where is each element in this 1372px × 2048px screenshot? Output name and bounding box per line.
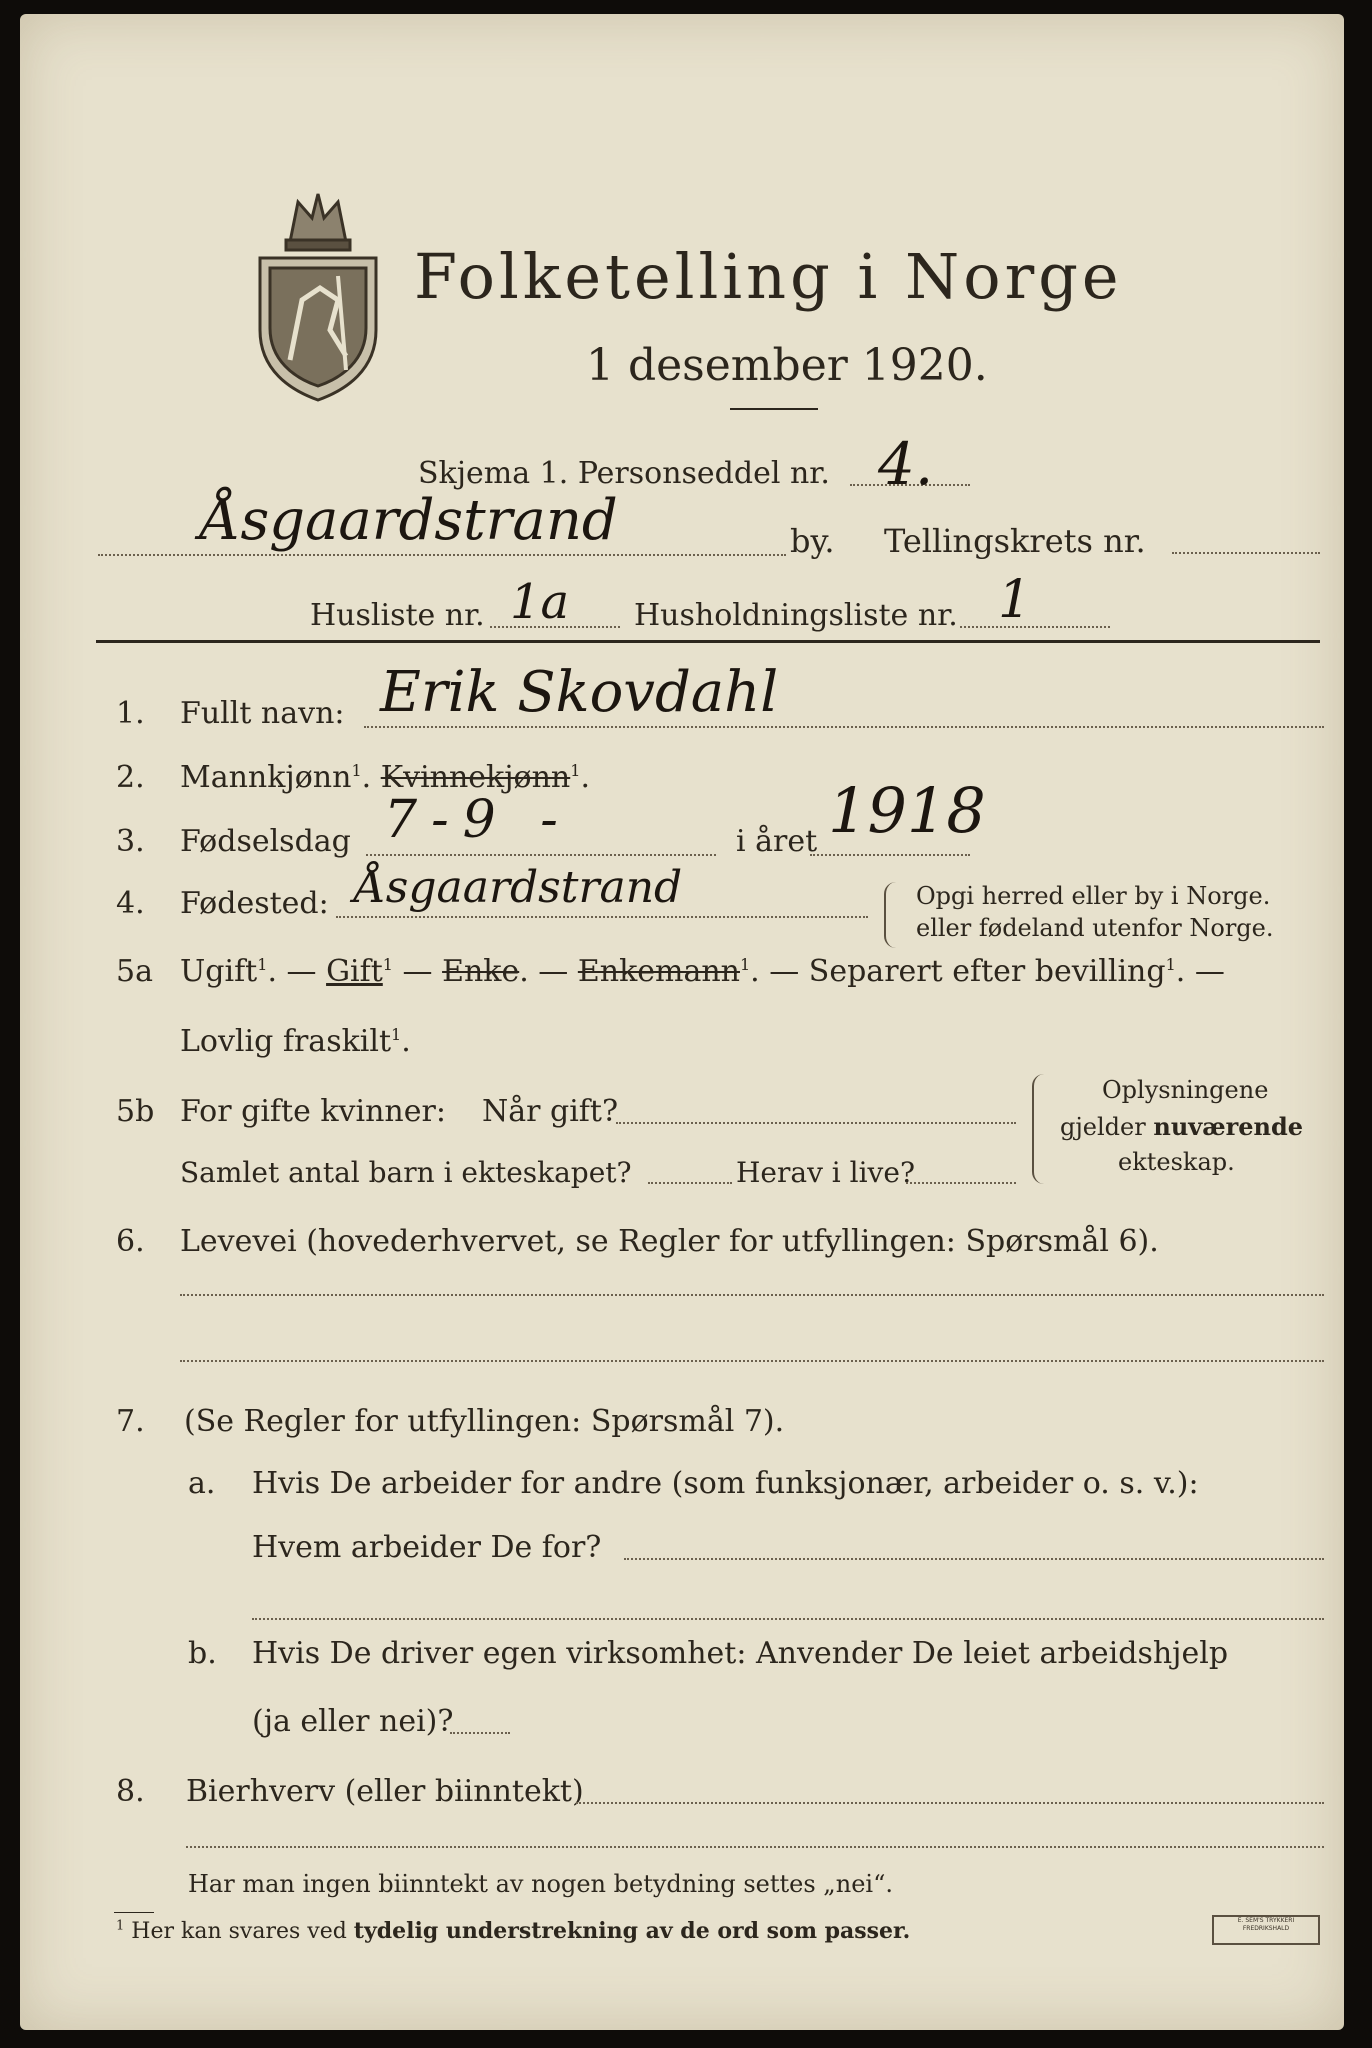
q4-number: 4. (116, 886, 145, 921)
city-value-line (98, 554, 786, 556)
q2-female-sup: 1 (570, 761, 581, 780)
printer-stamp (1212, 1915, 1320, 1945)
q5b-note-line1: Oplysningene (1102, 1076, 1269, 1104)
q6-answer-line1[interactable] (180, 1294, 1324, 1296)
q5b-note-gjelder: gjelder (1060, 1113, 1146, 1141)
q4-note-line2: eller fødeland utenfor Norge. (916, 914, 1274, 942)
census-date: 1 desember 1920. (586, 340, 988, 391)
q1-value-line (364, 726, 1324, 728)
q5b-note-nuvaerende: nuværende (1153, 1112, 1304, 1141)
q3-birthday-value[interactable]: 7-9 - (384, 790, 572, 850)
q2-end: . (580, 760, 590, 795)
q5a-sep5: . (1175, 954, 1195, 989)
q5a-dash4: — (769, 954, 800, 989)
q3-number: 3. (116, 824, 145, 859)
q3-birthday-line (366, 854, 716, 856)
q5a-lovlig-end: . (401, 1024, 411, 1059)
q4-label: Fødested: (180, 886, 329, 921)
q3-year-label: i året (736, 824, 818, 859)
q5a-separert-option[interactable]: Separert efter bevilling (808, 954, 1166, 989)
q5a-gift-sup: 1 (382, 955, 393, 974)
husholdningsliste-value-line (960, 626, 1110, 628)
footnote-number: 1 (116, 1918, 125, 1934)
q5a-enkemann-option[interactable]: Enkemann (577, 954, 740, 989)
norwegian-coat-of-arms-icon (250, 180, 386, 402)
header-divider (96, 640, 1320, 643)
q3-year-line (810, 854, 970, 856)
tellingskrets-value-line (1172, 552, 1320, 554)
q5a-lovlig-line (180, 1024, 411, 1059)
q8-label: Bierhverv (eller biinntekt) (186, 1774, 584, 1809)
q7-label: (Se Regler for utfyllingen: Spørsmål 7). (184, 1404, 785, 1439)
q5a-dash2: — (402, 954, 433, 989)
husliste-label: Husliste nr. (310, 598, 485, 633)
q5a-sep4: . (750, 954, 770, 989)
q7b-text: Hvis De driver egen virksomhet: Anvender De leiet arbeidshjelp (252, 1636, 1229, 1671)
q7a-question: Hvem arbeider De for? (252, 1530, 602, 1565)
printer-stamp-line1: E. SEM'S TRYKKERI (1237, 1917, 1295, 1924)
q7a-answer-line1[interactable] (624, 1558, 1324, 1560)
husliste-value[interactable]: 1a (510, 574, 570, 630)
tellingskrets-label: Tellingskrets nr. (884, 522, 1146, 560)
q5b-note-line3: ekteskap. (1118, 1148, 1235, 1176)
q4-note-brace (884, 882, 896, 948)
q7a-letter: a. (188, 1466, 216, 1501)
schema-label: Skjema 1. Personseddel nr. (418, 456, 830, 491)
footnote-divider (114, 1912, 154, 1913)
husholdningsliste-value[interactable]: 1 (998, 570, 1032, 630)
q7b-letter: b. (188, 1636, 217, 1671)
q8-answer-line1[interactable] (576, 1802, 1324, 1804)
footnote-bold-text: tydelig understrekning av de ord som passer. (353, 1918, 911, 1944)
form-title: Folketelling i Norge (414, 240, 1123, 313)
q5a-enke-option[interactable]: Enke (442, 954, 520, 989)
footnote (116, 1918, 910, 1944)
q5a-separert-sup: 1 (1165, 955, 1176, 974)
q5b-live-label: Herav i live? (736, 1156, 915, 1189)
q1-number: 1. (116, 696, 145, 731)
q5a-ugift-option[interactable]: Ugift (180, 954, 258, 989)
q5b-barn-label: Samlet antal barn i ekteskapet? (180, 1156, 632, 1189)
schema-value[interactable]: 4. (878, 430, 934, 498)
q5a-sep3: . (519, 954, 539, 989)
q5a-ugift-sup: 1 (257, 955, 268, 974)
q2-female-option[interactable]: Kvinnekjønn (380, 760, 571, 795)
q8-answer-line2[interactable] (186, 1846, 1324, 1848)
q7a-text: Hvis De arbeider for andre (som funksjonær, arbeider o. s. v.): (252, 1466, 1199, 1501)
q5a-gift-option[interactable]: Gift (326, 954, 383, 989)
q5b-naar-label: Når gift? (482, 1094, 619, 1129)
q8-number: 8. (116, 1774, 145, 1809)
city-value[interactable]: Åsgaardstrand (200, 488, 618, 553)
q5a-dash1: — (286, 954, 317, 989)
q5a-lovlig-option[interactable]: Lovlig fraskilt (180, 1024, 392, 1059)
nei-instruction: Har man ingen biinntekt av nogen betydning settes „nei“. (188, 1870, 893, 1898)
census-form (20, 14, 1344, 2030)
q5a-options (180, 954, 1225, 989)
q7-number: 7. (116, 1404, 145, 1439)
q1-full-name-value[interactable]: Erik Skovdahl (380, 660, 779, 725)
q7b-question: (ja eller nei)? (252, 1704, 454, 1739)
q5a-lovlig-sup: 1 (391, 1025, 402, 1044)
q5b-note-brace (1032, 1074, 1044, 1184)
q5b-barn-line (648, 1182, 732, 1184)
q2-male-option[interactable]: Mannkjønn (180, 760, 352, 795)
q5b-live-line (906, 1182, 1016, 1184)
husholdningsliste-label: Husholdningsliste nr. (634, 598, 958, 633)
q5b-number: 5b (116, 1094, 155, 1129)
title-divider (730, 408, 818, 410)
q5b-note-line2 (1060, 1112, 1303, 1141)
q4-birthplace-line (336, 916, 868, 918)
q5a-enkemann-sup: 1 (739, 955, 751, 974)
q5b-naar-line (616, 1122, 1016, 1124)
city-by-label: by. (790, 522, 835, 560)
q6-answer-line2[interactable] (180, 1360, 1324, 1362)
q1-label: Fullt navn: (180, 696, 345, 731)
printer-stamp-line2: FREDRIKSHALD (1242, 1925, 1290, 1932)
q2-number: 2. (116, 760, 145, 795)
q3-year-value[interactable]: 1918 (828, 774, 986, 847)
q5a-number: 5a (116, 954, 153, 989)
q5a-dash3: — (538, 954, 569, 989)
q6-number: 6. (116, 1224, 145, 1259)
q7b-answer-line[interactable] (450, 1732, 510, 1734)
q4-note-line1: Opgi herred eller by i Norge. (916, 882, 1271, 910)
q6-label: Levevei (hovederhvervet, se Regler for utfyllingen: Spørsmål 6). (180, 1224, 1159, 1259)
q2-male-sup: 1 (351, 761, 362, 780)
q2-separator: . (361, 760, 381, 795)
q5a-dash5: — (1194, 954, 1225, 989)
footnote-text: Her kan svares ved (131, 1919, 347, 1944)
q3-label: Fødselsdag (180, 824, 351, 859)
q5b-label: For gifte kvinner: (180, 1094, 446, 1129)
q4-birthplace-value[interactable]: Åsgaardstrand (354, 862, 683, 913)
q7a-answer-line2[interactable] (252, 1618, 1324, 1620)
q5a-sep1: . (267, 954, 287, 989)
